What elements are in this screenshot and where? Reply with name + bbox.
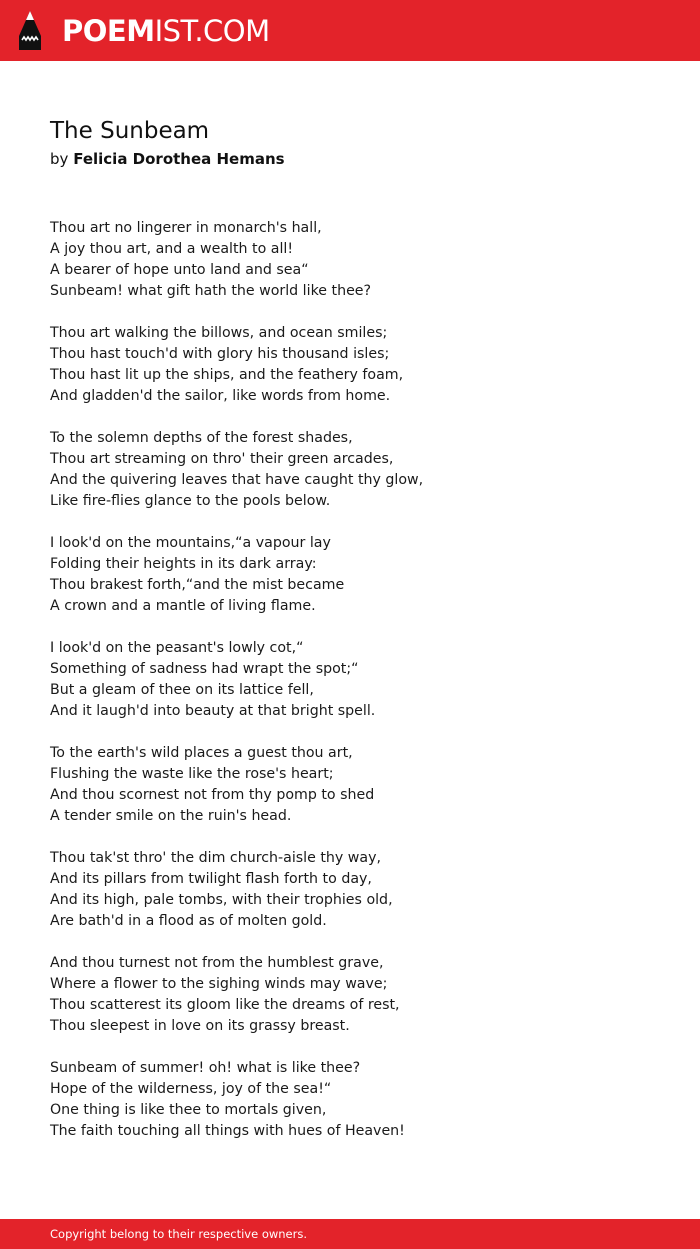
poem-stanza (50, 533, 670, 617)
poem-line: One thing is like thee to mortals given, (50, 1102, 327, 1118)
poem-stanza (50, 428, 670, 512)
poem-line: Thou art walking the billows, and ocean smiles; (50, 325, 388, 341)
poem-line: A joy thou art, and a wealth to all! (50, 241, 294, 257)
poem-title: The Sunbeam (50, 118, 210, 144)
poem-stanza (50, 638, 670, 722)
copyright-notice: Copyright belong to their respective owners. (50, 1227, 308, 1241)
poem-line: And its high, pale tombs, with their trophies old, (50, 892, 393, 908)
site-footer (0, 1219, 700, 1249)
poem-line: But a gleam of thee on its lattice fell, (50, 682, 314, 698)
poem-line: To the earth's wild places a guest thou art, (50, 745, 353, 761)
poem-line: Thou art streaming on thro' their green arcades, (50, 451, 394, 467)
poem-line: And thou turnest not from the humblest grave, (50, 955, 384, 971)
poem-line: Like fire-flies glance to the pools below. (50, 493, 331, 509)
poem-line: Thou sleepest in love on its grassy breast. (50, 1018, 350, 1034)
poem-line: Hope of the wilderness, joy of the sea!“ (50, 1081, 332, 1097)
poem-line: And thou scornest not from thy pomp to shed (50, 787, 375, 803)
poem-line: Thou brakest forth,“and the mist became (50, 577, 345, 593)
poem-line: Something of sadness had wrapt the spot;“ (50, 661, 359, 677)
poem-line: Flushing the waste like the rose's heart; (50, 766, 334, 782)
poem-line: Thou scatterest its gloom like the dreams of rest, (50, 997, 400, 1013)
brand-bold-part: POEM (62, 14, 155, 48)
poem-line: Thou tak'st thro' the dim church-aisle thy way, (50, 850, 382, 866)
poem-line: Sunbeam! what gift hath the world like thee? (50, 283, 372, 299)
poem-line: A tender smile on the ruin's head. (50, 808, 292, 824)
poem-body (50, 218, 670, 1163)
poem-stanza (50, 1058, 670, 1142)
site-logo-text[interactable] (62, 12, 270, 50)
poem-line: Thou art no lingerer in monarch's hall, (50, 220, 322, 236)
poem-line: To the solemn depths of the forest shades, (50, 430, 353, 446)
poem-stanza (50, 743, 670, 827)
poem-line: Where a flower to the sighing winds may wave; (50, 976, 388, 992)
poem-stanza (50, 218, 670, 302)
site-header (0, 0, 700, 61)
poem-line: The faith touching all things with hues of Heaven! (50, 1123, 405, 1139)
poem-line: Folding their heights in its dark array: (50, 556, 317, 572)
author-name: Felicia Dorothea Hemans (73, 150, 285, 168)
poem-line: Thou hast lit up the ships, and the feathery foam, (50, 367, 404, 383)
poem-line: Are bath'd in a flood as of molten gold. (50, 913, 327, 929)
poem-byline (50, 148, 285, 170)
poem-line: And gladden'd the sailor, like words from home. (50, 388, 391, 404)
poem-line: And it laugh'd into beauty at that bright spell. (50, 703, 376, 719)
poem-stanza (50, 323, 670, 407)
poem-line: And its pillars from twilight flash forth to day, (50, 871, 372, 887)
poem-line: And the quivering leaves that have caught thy glow, (50, 472, 424, 488)
poem-line: I look'd on the mountains,“a vapour lay (50, 535, 331, 551)
poem-stanza (50, 953, 670, 1037)
pencil-icon[interactable] (17, 10, 43, 52)
poem-stanza (50, 848, 670, 932)
poem-line: Thou hast touch'd with glory his thousand isles; (50, 346, 390, 362)
brand-light-part: IST.COM (154, 14, 270, 48)
poem-line: I look'd on the peasant's lowly cot,“ (50, 640, 304, 656)
poem-line: A bearer of hope unto land and sea“ (50, 262, 309, 278)
poem-line: Sunbeam of summer! oh! what is like thee? (50, 1060, 361, 1076)
by-label: by (50, 150, 69, 168)
poem-line: A crown and a mantle of living flame. (50, 598, 316, 614)
